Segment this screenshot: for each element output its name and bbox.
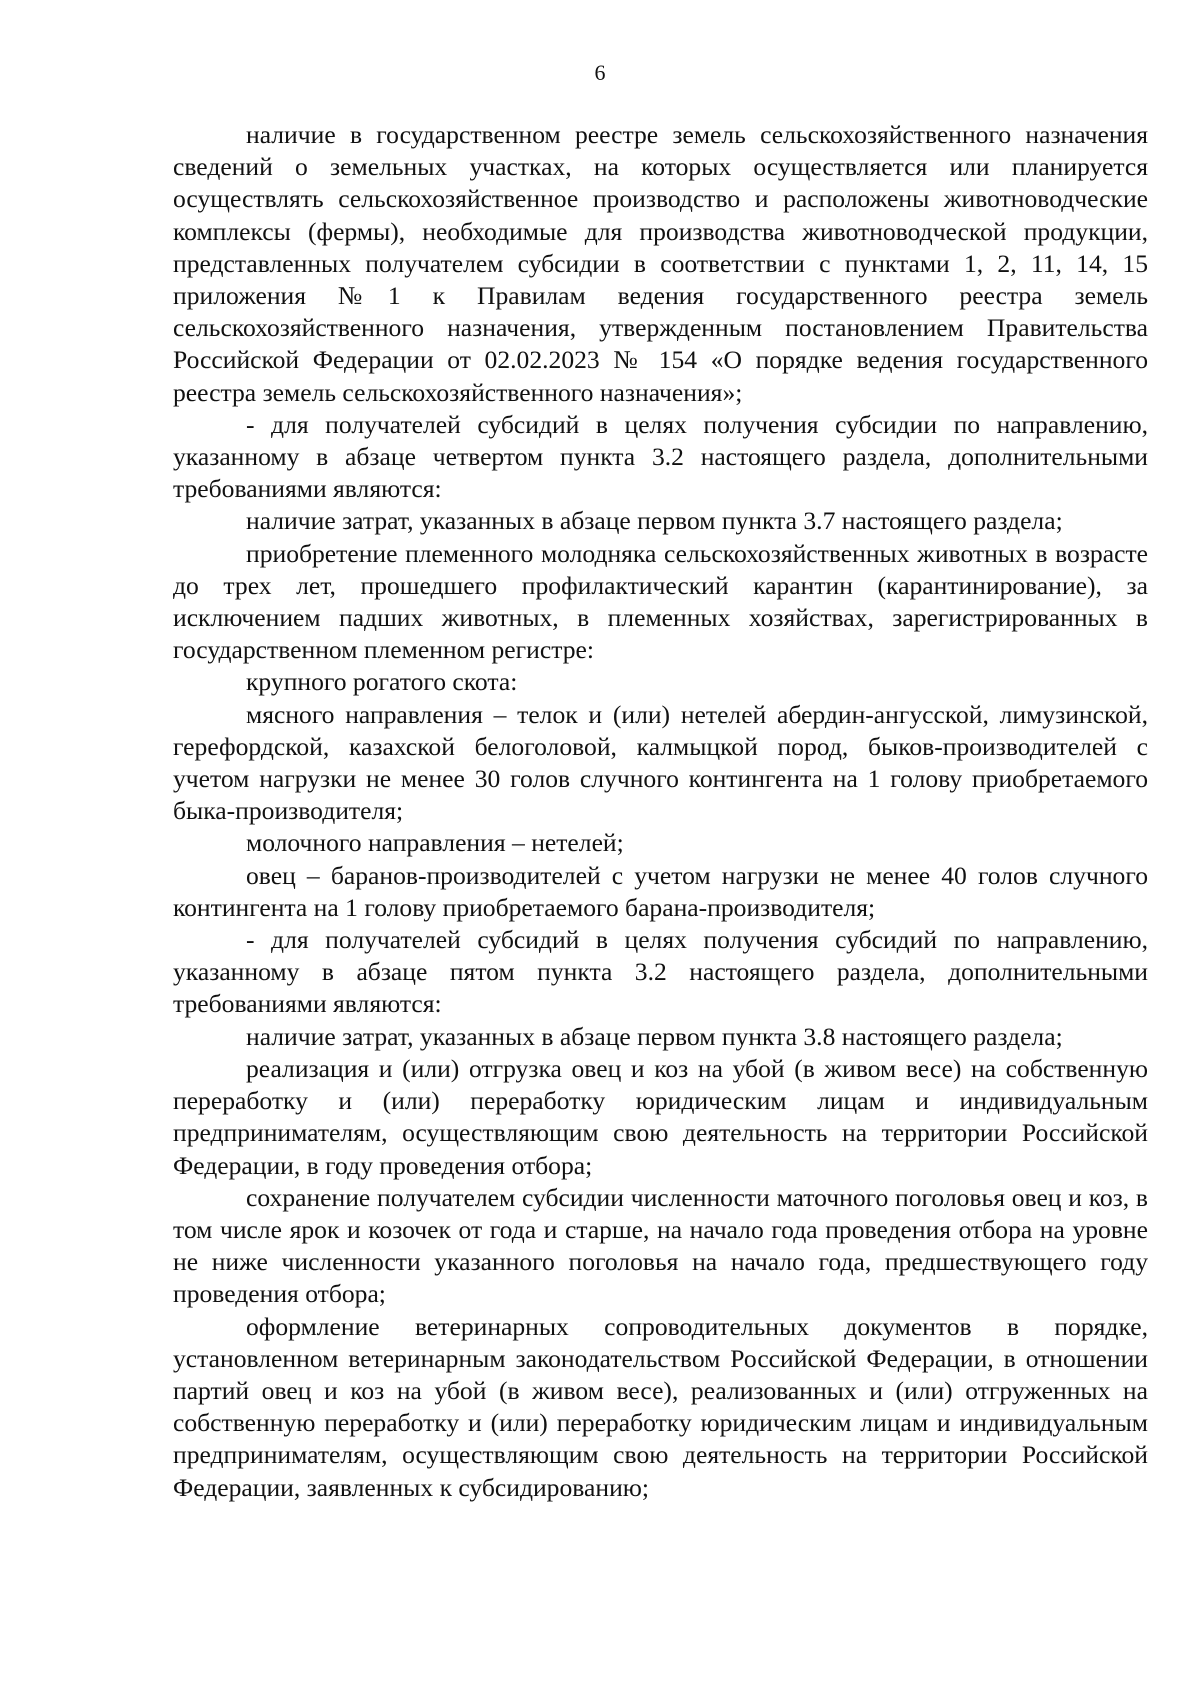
paragraph-dairy-direction: молочного направления – нетелей; xyxy=(246,828,624,858)
paragraph-cattle: крупного рогатого скота: xyxy=(246,667,518,697)
paragraph-direction-4-intro: - для получателей субсидий в целях получения субсидии по направлению, указанному в абзаце четвертом пункта 3.2 настоящего раздела, дополнительными требованиями являются: xyxy=(173,409,1148,504)
page-number: 6 xyxy=(594,60,606,85)
paragraph-direction-5-intro: - для получателей субсидий в целях получения субсидий по направлению, указанному в абзаце пятом пункта 3.2 настоящего раздела, дополнительными требованиями являются: xyxy=(173,925,1148,1019)
paragraph-sale-for-slaughter: реализация и (или) отгрузка овец и коз на убой (в живом весе) на собственную переработку и (или) переработку юридическим лицам и индивидуальным предпринимателям, осуществляющим свою деятельность на территории Российской Федерации, в году проведения отбора; xyxy=(173,1053,1148,1180)
document-body xyxy=(173,119,1148,1504)
paragraph-veterinary-documents: оформление ветеринарных сопроводительных документов в порядке, установленном ветеринарным законодательством Российской Федерации, в отношении партий овец и коз на убой (в живом весе), реализованных и (или) отгруженных на собственную переработку и (или) переработку юридическим лицам и индивидуальным предпринимателям, осуществляющим свою деятельность на территории Российской Федерации, заявленных к субсидированию; xyxy=(173,1311,1148,1502)
paragraph-livestock-preservation: сохранение получателем субсидии численности маточного поголовья овец и коз, в том числе ярок и козочек от года и старше, на начало года проведения отбора на уровне не ниже численности указанного поголовья на начало года, предшествующего году проведения отбора; xyxy=(173,1182,1148,1309)
paragraph-sheep-rams: овец – баранов-производителей с учетом нагрузки не менее 40 голов случного контингента на 1 голову приобретаемого барана-производителя; xyxy=(173,860,1148,922)
paragraph-land-registry-requirement: наличие в государственном реестре земель сельскохозяйственного назначения сведений о земельных участках, на которых осуществляется или планируется осуществлять сельскохозяйственное производство и расположены животноводческие комплексы (фермы), необходимые для производства животноводческой продукции, представленных получателем субсидии в соответствии с пунктами 1, 2, 11, 14, 15 приложения №1 к Правилам ведения государственного реестра земель сельскохозяйственного назначения, утвержденным постановлением Правительства Российской Федерации от 02.02.2023 № 154 «О порядке ведения государственного реестра земель сельскохозяйственного назначения»; xyxy=(173,120,1148,407)
paragraph-beef-direction: мясного направления – телок и (или) нетелей абердин-ангусской, лимузинской, герефордской, казахской белоголовой, калмыцкой пород, быков-производителей с учетом нагрузки не менее 30 голов случного контингента на 1 голову приобретаемого быка-производителя; xyxy=(173,699,1148,826)
paragraph-costs-3-8: наличие затрат, указанных в абзаце первом пункта 3.8 настоящего раздела; xyxy=(246,1021,1063,1051)
paragraph-breeding-stock-purchase: приобретение племенного молодняка сельскохозяйственных животных в возрасте до трех лет, прошедшего профилактический карантин (карантинирование), за исключением падших животных, в племенных хозяйствах, зарегистрированных в государственном племенном регистре: xyxy=(173,538,1148,665)
paragraph-costs-3-7: наличие затрат, указанных в абзаце первом пункта 3.7 настоящего раздела; xyxy=(246,506,1063,536)
